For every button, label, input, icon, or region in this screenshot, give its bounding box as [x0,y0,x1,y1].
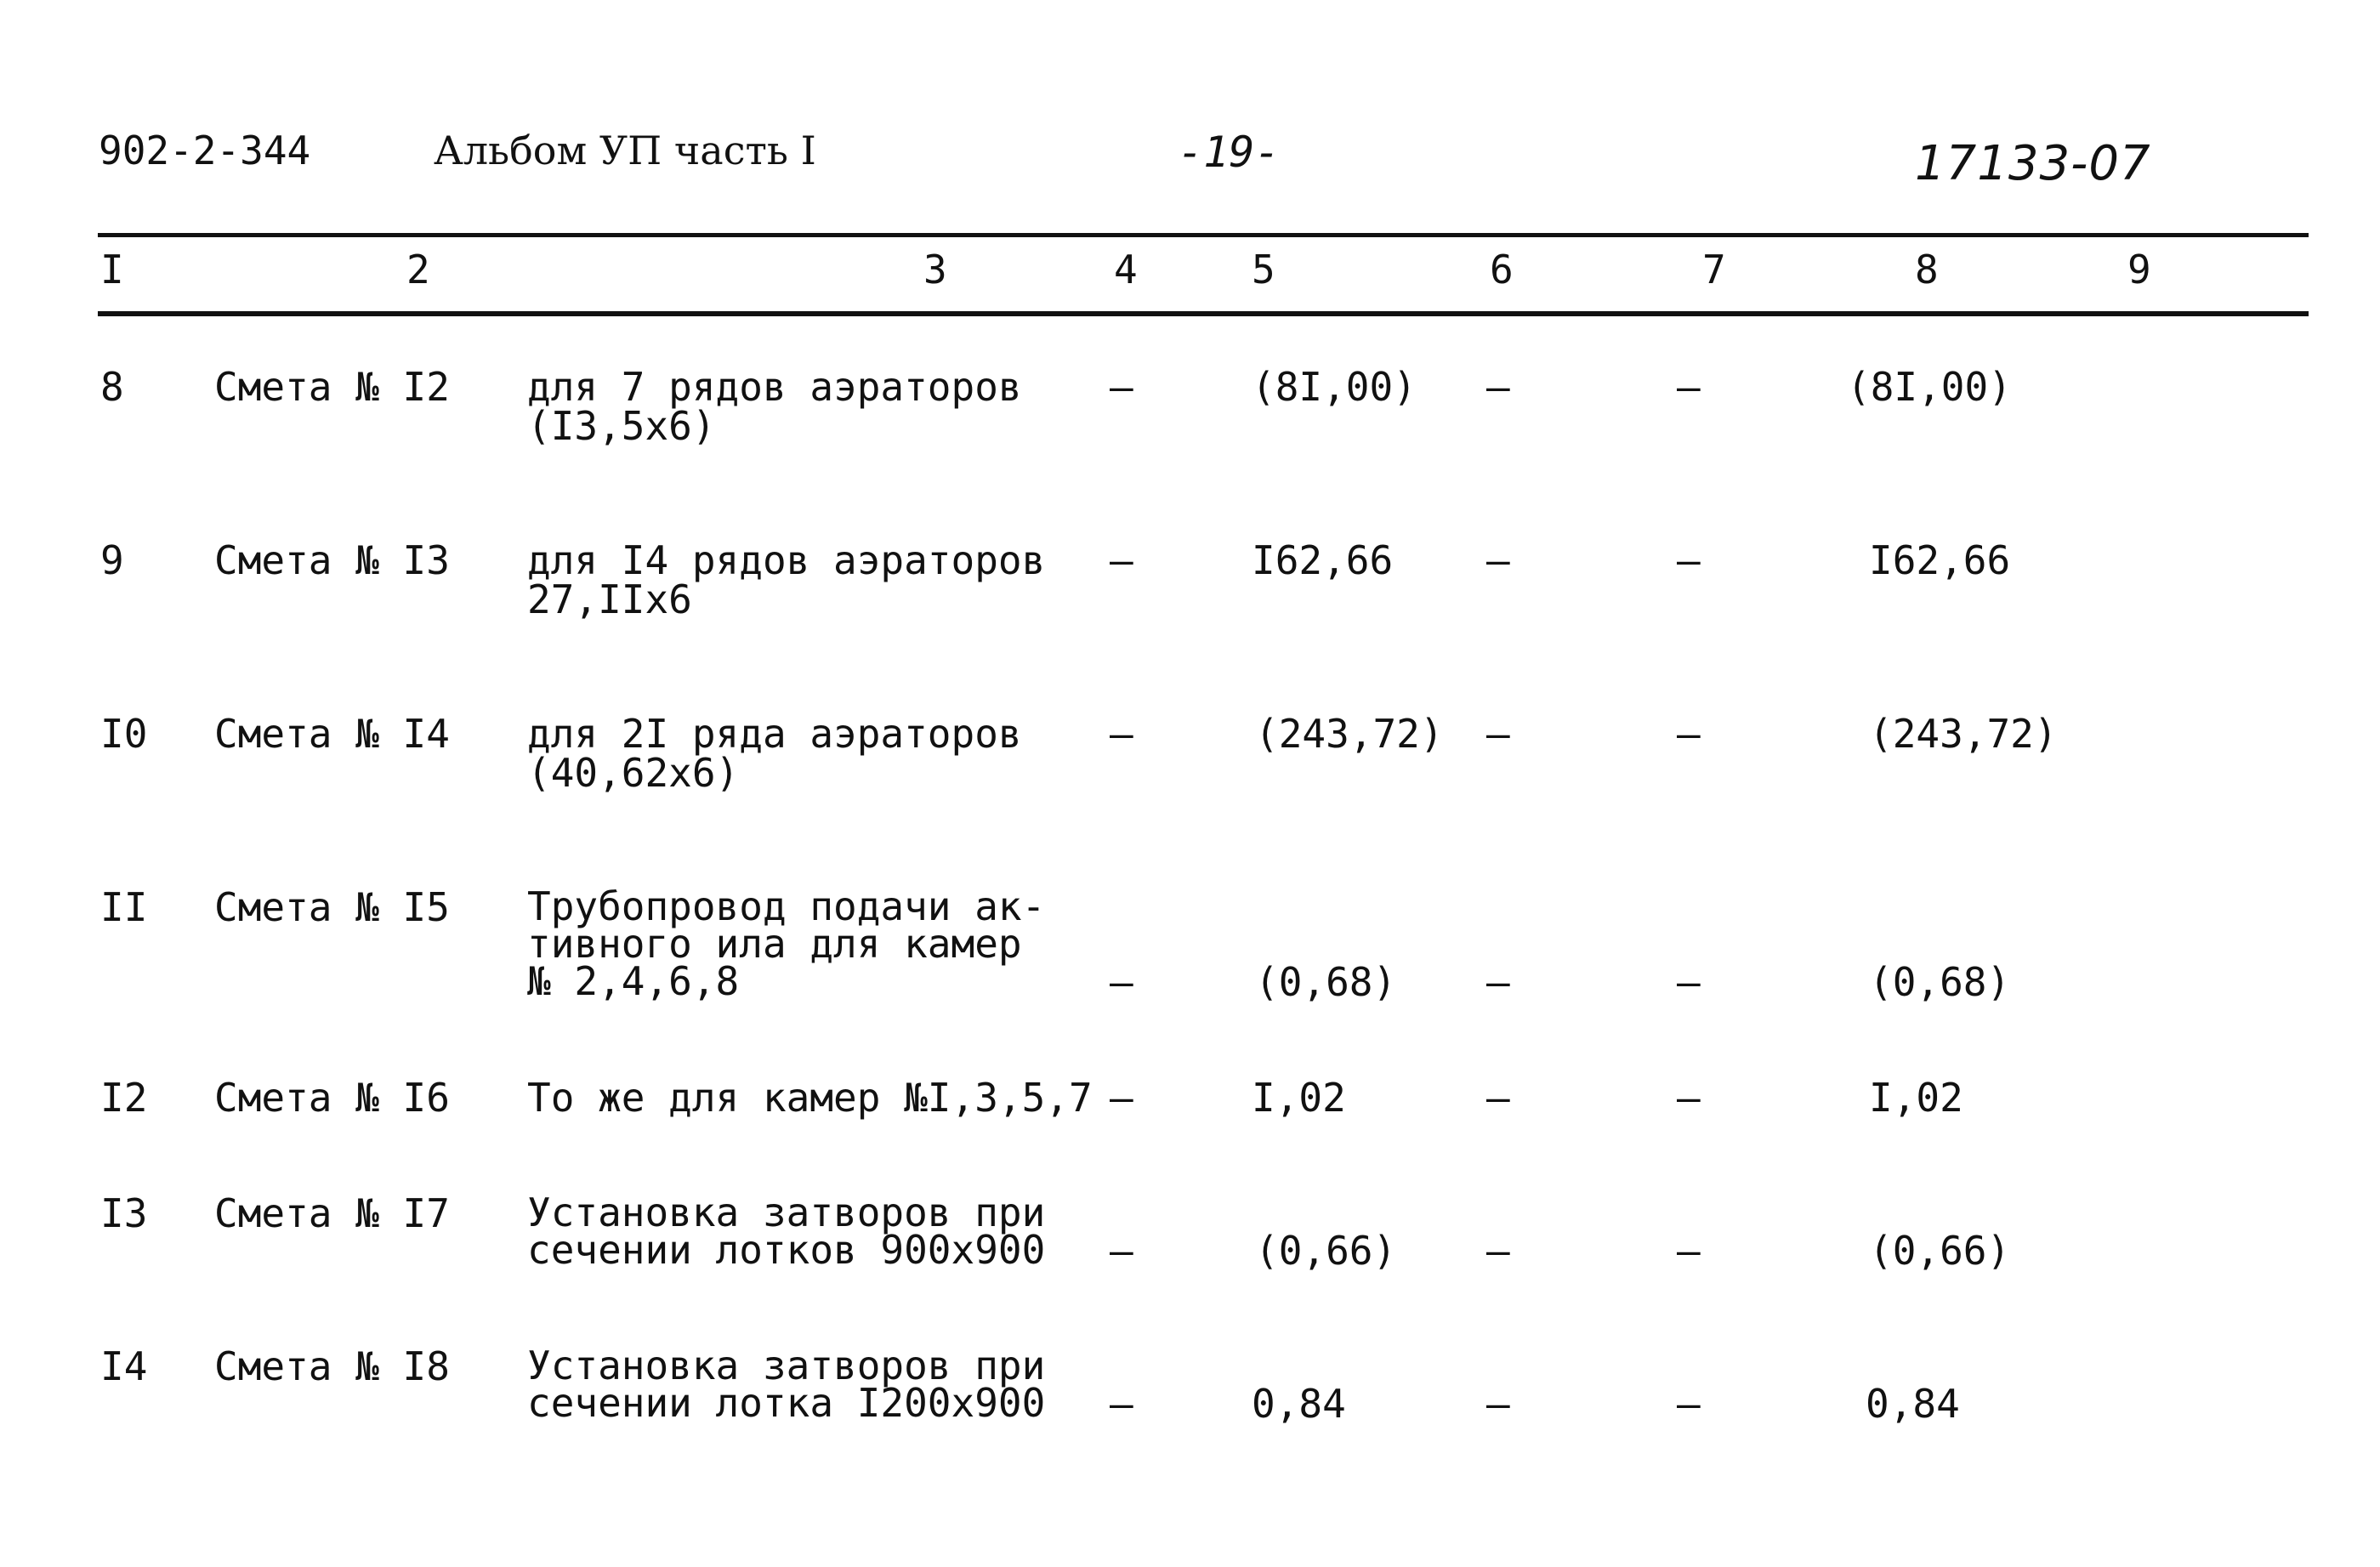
value-col-4: – [1110,711,1133,757]
value-col-6: – [1486,1228,1510,1274]
item-description: Установка затворов при сечении лотков 900x900 [527,1189,1046,1273]
column-number-1: I [100,247,124,292]
value-col-5: I62,66 [1252,537,1394,583]
value-col-6: – [1486,959,1510,1005]
estimate-ref: Смета № I3 [214,537,450,583]
value-col-7: – [1677,1381,1701,1427]
value-col-5: 0,84 [1252,1381,1346,1427]
value-col-4: – [1110,364,1133,410]
document-code: 902-2-344 [99,128,311,173]
value-col-7: – [1677,364,1701,410]
column-number-5: 5 [1252,247,1275,292]
estimate-ref: Смета № I5 [214,884,450,930]
value-col-8: (0,66) [1869,1228,2011,1274]
row-number: I3 [100,1190,148,1236]
value-col-6: – [1486,711,1510,757]
value-col-8: (8I,00) [1847,364,2012,410]
table-header-rule [98,311,2309,316]
value-col-6: – [1486,364,1510,410]
estimate-ref: Смета № I6 [214,1075,450,1121]
value-col-6: – [1486,537,1510,583]
row-number: I2 [100,1075,148,1121]
value-col-6: – [1486,1075,1510,1121]
value-col-8: (243,72) [1869,711,2058,757]
item-description: для I4 рядов аэраторов 27,IIx6 [527,537,1046,622]
column-number-4: 4 [1114,247,1138,292]
item-description: Установка затворов при сечении лотка I200x900 [527,1343,1046,1426]
value-col-6: – [1486,1381,1510,1427]
value-col-7: – [1677,959,1701,1005]
value-col-8: 0,84 [1866,1381,1960,1427]
row-number: I4 [100,1343,148,1389]
value-col-4: – [1110,537,1133,583]
estimate-ref: Смета № I2 [214,364,450,410]
page-number: -19- [1178,128,1281,177]
value-col-5: (8I,00) [1252,364,1417,410]
value-col-8: (0,68) [1869,959,2011,1005]
column-number-3: 3 [923,247,947,292]
document-number: 17133-07 [1915,136,2151,191]
item-description: То же для камер №I,3,5,7 [527,1075,1093,1121]
table-top-rule [98,233,2309,237]
value-col-7: – [1677,537,1701,583]
column-number-7: 7 [1702,247,1726,292]
item-description: для 7 рядов аэраторов (I3,5x6) [527,364,1022,449]
value-col-5: (0,66) [1255,1228,1397,1274]
row-number: I0 [100,711,148,757]
album-title: Альбом УП часть I [434,128,816,173]
row-number: 8 [100,364,124,410]
estimate-ref: Смета № I7 [214,1190,450,1236]
value-col-4: – [1110,1228,1133,1274]
item-description: для 2I ряда аэраторов (40,62x6) [527,711,1022,796]
value-col-8: I,02 [1869,1075,1963,1121]
column-number-9: 9 [2127,247,2151,292]
row-number: 9 [100,537,124,583]
value-col-5: (0,68) [1255,959,1397,1005]
value-col-5: (243,72) [1255,711,1444,757]
row-number: II [100,884,148,930]
item-description: Трубопровод подачи ак- тивного ила для камер № 2,4,6,8 [527,883,1046,1004]
column-number-8: 8 [1915,247,1939,292]
column-number-2: 2 [406,247,430,292]
value-col-4: – [1110,1381,1133,1427]
value-col-7: – [1677,711,1701,757]
value-col-7: – [1677,1075,1701,1121]
value-col-4: – [1110,1075,1133,1121]
value-col-5: I,02 [1252,1075,1346,1121]
column-number-6: 6 [1490,247,1514,292]
value-col-4: – [1110,959,1133,1005]
value-col-7: – [1677,1228,1701,1274]
estimate-ref: Смета № I8 [214,1343,450,1389]
estimate-ref: Смета № I4 [214,711,450,757]
value-col-8: I62,66 [1869,537,2011,583]
